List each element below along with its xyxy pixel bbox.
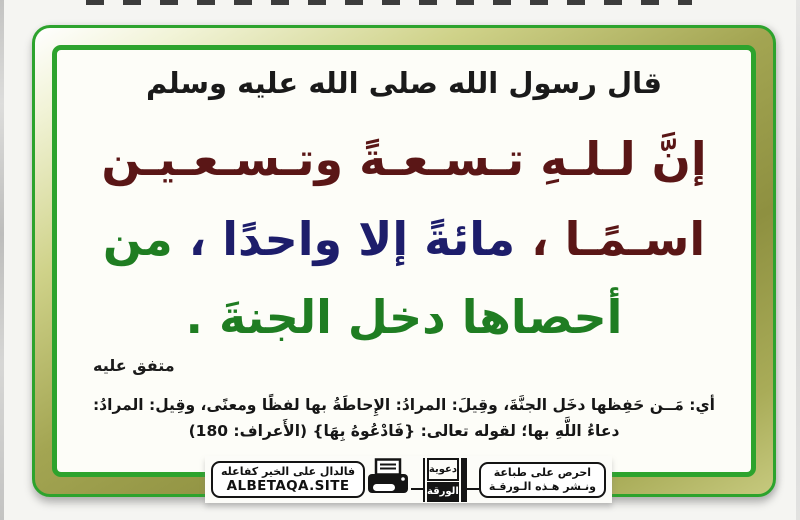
- scan-artifact-right-edge: [796, 0, 800, 520]
- header-attribution-line: قال رسول الله صلى الله عليه وسلم: [145, 66, 663, 100]
- hadith-line-2: [57, 204, 751, 274]
- hadith-line-2-maroon-segment: اسـمًـا ،: [515, 212, 706, 266]
- print-instruction-line-2: ونـشر هـذه الـورقـة: [488, 479, 596, 493]
- explanation-line-2: دعاءُ اللَّهِ بها؛ لقوله تعالى: {فَادْعُوهُ بِهَا} (الأَعراف: 180): [188, 422, 620, 440]
- logo-word-bottom: الورقة: [427, 482, 460, 502]
- hadith-line-2-navy-segment: مائةً إلا واحدًا ،: [172, 212, 516, 266]
- print-instruction-box: [479, 462, 606, 498]
- print-instruction-line-1: احرص على طباعة: [493, 465, 592, 479]
- printer-icon: [365, 458, 411, 502]
- decorative-frame: [32, 25, 776, 497]
- dawah-paper-logo: [423, 458, 468, 502]
- hadith-line-1: إنَّ لـلـهِ تـسـعـةً وتـسـعـيـن: [101, 132, 707, 186]
- scan-artifact-top: [86, 0, 692, 5]
- explanation-paragraph: [57, 392, 751, 444]
- hadith-line-2-green-segment: من: [102, 212, 173, 266]
- explanation-line-1: أي: مَــن حَفِظها دخَل الجنَّةَ، وقِيلَ: المرادُ: الإِحاطَةُ بها لفظًا ومعنًى، وقِيل: المرادُ:: [92, 396, 715, 414]
- scan-artifact-left-edge: [0, 0, 4, 520]
- footer-print-bar: [205, 456, 612, 503]
- hadith-source-label: متفق عليه: [93, 356, 175, 375]
- logo-word-top: دعوية: [427, 458, 460, 482]
- albetaqa-site-box: [211, 461, 365, 498]
- card-content-area: [52, 45, 756, 477]
- site-url-label: ALBETAQA.SITE: [226, 478, 350, 494]
- footer-connector-line: [467, 488, 479, 491]
- footer-connector-line: [411, 488, 423, 491]
- hadith-line-3: أحصاها دخل الجنةَ .: [185, 290, 623, 344]
- site-box-hadith-line: فالدال على الخير كفاعله: [221, 465, 356, 478]
